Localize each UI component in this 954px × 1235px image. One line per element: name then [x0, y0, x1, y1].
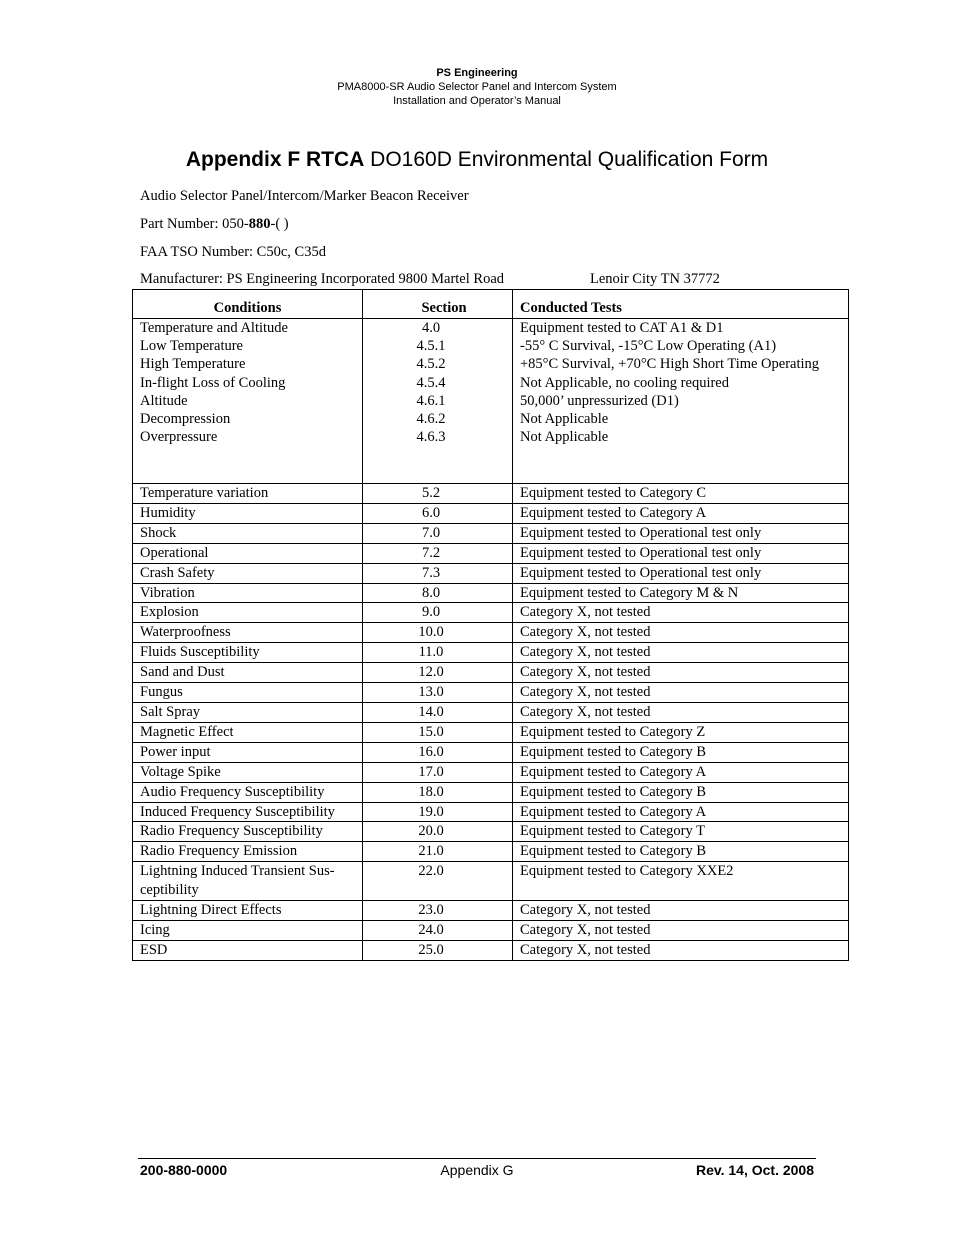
equipment-description: Audio Selector Panel/Intercom/Marker Beacon Receiver [140, 188, 469, 204]
qualification-table [132, 289, 849, 961]
test-cell: Equipment tested to Operational test only [513, 563, 849, 583]
group-line: 4.0 [421, 320, 441, 336]
condition-cell: ESD [133, 940, 363, 960]
condition-cell: Temperature variation [133, 484, 363, 504]
header-conducted-tests: Conducted Tests [513, 290, 849, 319]
part-bold: 880 [248, 216, 271, 232]
header-section: Section [363, 290, 513, 319]
test-cell: Category X, not tested [513, 940, 849, 960]
test-cell: Category X, not tested [513, 643, 849, 663]
table-row [133, 503, 849, 523]
group-line: 4.5.4 [416, 374, 446, 391]
group-line: 4.6.1 [416, 392, 446, 409]
footer-appendix: Appendix G [440, 1162, 514, 1178]
page-title [0, 146, 954, 174]
section-cell: 7.0 [363, 523, 513, 543]
group-line: In-flight Loss of Cooling [140, 374, 286, 391]
table-row [133, 822, 849, 842]
group-line: 4.5.1 [416, 338, 446, 355]
condition-cell: Fungus [133, 683, 363, 703]
table-header-row [133, 290, 849, 319]
group-line: Equipment tested to CAT A1 & D1 [520, 320, 724, 336]
group-line: Altitude [140, 392, 188, 409]
group-conditions [133, 319, 363, 484]
section-cell: 8.0 [363, 583, 513, 603]
group-line: 4.6.2 [416, 411, 446, 428]
condition-cell: Radio Frequency Susceptibility [133, 822, 363, 842]
test-cell: Category X, not tested [513, 603, 849, 623]
table-row [133, 842, 849, 862]
group-line: High Temperature [140, 356, 246, 373]
table-row [133, 722, 849, 742]
title-rest: DO160D Environmental Qualification Form [364, 148, 769, 171]
condition-cell: Audio Frequency Susceptibility [133, 782, 363, 802]
condition-cell: Operational [133, 543, 363, 563]
test-cell: Equipment tested to Category C [513, 484, 849, 504]
test-cell: Equipment tested to Category B [513, 742, 849, 762]
section-cell: 14.0 [363, 702, 513, 722]
test-cell: Equipment tested to Category A [513, 503, 849, 523]
condition-cell: Humidity [133, 503, 363, 523]
table-row [133, 643, 849, 663]
section-cell: 16.0 [363, 742, 513, 762]
condition-cell: Shock [133, 523, 363, 543]
section-cell: 24.0 [363, 920, 513, 940]
table-row [133, 782, 849, 802]
temperature-altitude-group [133, 319, 849, 484]
section-cell: 20.0 [363, 822, 513, 842]
condition-cell: Waterproofness [133, 623, 363, 643]
header-company: PS Engineering [436, 67, 518, 79]
group-line: -55° C Survival, -15°C Low Operating (A1) [520, 338, 777, 355]
table-row [133, 523, 849, 543]
group-line: Temperature and Altitude [140, 320, 288, 336]
manufacturer: Manufacturer: PS Engineering Incorporated 9800 Martel Road [140, 271, 505, 287]
section-cell: 13.0 [363, 683, 513, 703]
condition-cell: Power input [133, 742, 363, 762]
test-cell: Equipment tested to Category Z [513, 722, 849, 742]
condition-cell: Magnetic Effect [133, 722, 363, 742]
table-row [133, 901, 849, 921]
group-line: Low Temperature [140, 338, 243, 355]
section-cell: 23.0 [363, 901, 513, 921]
table-row [133, 742, 849, 762]
header-conditions: Conditions [133, 290, 363, 319]
header-manual: Installation and Operator’s Manual [393, 95, 561, 107]
condition-cell: Lightning Direct Effects [133, 901, 363, 921]
section-cell: 22.0 [363, 862, 513, 901]
condition-cell: Radio Frequency Emission [133, 842, 363, 862]
tso-number: FAA TSO Number: C50c, C35d [140, 244, 326, 260]
test-cell: Equipment tested to Category XXE2 [513, 862, 849, 901]
group-tests [513, 319, 849, 484]
section-cell: 19.0 [363, 802, 513, 822]
section-cell: 17.0 [363, 762, 513, 782]
section-cell: 25.0 [363, 940, 513, 960]
test-cell: Category X, not tested [513, 920, 849, 940]
table-row [133, 683, 849, 703]
section-cell: 15.0 [363, 722, 513, 742]
table-row [133, 603, 849, 623]
group-line: Not Applicable [520, 429, 609, 446]
part-suffix: -( ) [270, 216, 289, 232]
section-cell: 10.0 [363, 623, 513, 643]
section-cell: 6.0 [363, 503, 513, 523]
table-body [133, 319, 849, 961]
title-bold: Appendix F RTCA [185, 148, 365, 171]
table-row [133, 862, 849, 901]
test-cell: Equipment tested to Category B [513, 842, 849, 862]
table-row [133, 583, 849, 603]
test-cell: Equipment tested to Category T [513, 822, 849, 842]
test-cell: Equipment tested to Category B [513, 782, 849, 802]
condition-cell: Sand and Dust [133, 663, 363, 683]
table-row [133, 762, 849, 782]
group-line: Not Applicable, no cooling required [520, 374, 729, 391]
group-line: 4.6.3 [416, 429, 446, 446]
group-line: Decompression [140, 411, 231, 428]
group-line: +85°C Survival, +70°C High Short Time Operating [520, 356, 820, 373]
section-cell: 18.0 [363, 782, 513, 802]
test-cell: Equipment tested to Operational test only [513, 543, 849, 563]
footer-doc-number: 200-880-0000 [140, 1162, 228, 1178]
test-cell: Equipment tested to Category M & N [513, 583, 849, 603]
section-cell: 11.0 [363, 643, 513, 663]
group-line: 4.5.2 [416, 356, 446, 373]
part-number [140, 215, 289, 233]
condition-cell: Vibration [133, 583, 363, 603]
test-cell: Equipment tested to Category A [513, 762, 849, 782]
group-line: Not Applicable [520, 411, 609, 428]
test-cell: Category X, not tested [513, 702, 849, 722]
table-row [133, 563, 849, 583]
table-row [133, 702, 849, 722]
condition-cell: Crash Safety [133, 563, 363, 583]
table-row [133, 623, 849, 643]
condition-cell: Induced Frequency Susceptibility [133, 802, 363, 822]
section-cell: 5.2 [363, 484, 513, 504]
group-sections [363, 319, 513, 484]
condition-cell: Lightning Induced Transient Sus- ceptibility [133, 862, 363, 901]
table-row [133, 920, 849, 940]
condition-cell: Salt Spray [133, 702, 363, 722]
condition-cell: Explosion [133, 603, 363, 623]
part-label: Part Number: 050- [140, 216, 249, 232]
test-cell: Equipment tested to Operational test only [513, 523, 849, 543]
section-cell: 7.3 [363, 563, 513, 583]
section-cell: 7.2 [363, 543, 513, 563]
table-row [133, 940, 849, 960]
table-row [133, 484, 849, 504]
section-cell: 21.0 [363, 842, 513, 862]
section-cell: 12.0 [363, 663, 513, 683]
test-cell: Category X, not tested [513, 623, 849, 643]
section-cell: 9.0 [363, 603, 513, 623]
test-cell: Category X, not tested [513, 663, 849, 683]
test-cell: Category X, not tested [513, 901, 849, 921]
footer-divider [138, 1158, 816, 1159]
manufacturer-city: Lenoir City TN 37772 [590, 271, 720, 287]
test-cell: Equipment tested to Category A [513, 802, 849, 822]
group-line: 50,000’ unpressurized (D1) [520, 392, 679, 409]
group-line: Overpressure [140, 429, 218, 446]
condition-cell: Icing [133, 920, 363, 940]
table-row [133, 802, 849, 822]
condition-cell: Fluids Susceptibility [133, 643, 363, 663]
table-row [133, 543, 849, 563]
table-row [133, 663, 849, 683]
footer-revision: Rev. 14, Oct. 2008 [695, 1162, 814, 1178]
manufacturer-line [140, 270, 720, 288]
test-cell: Category X, not tested [513, 683, 849, 703]
header-product: PMA8000-SR Audio Selector Panel and Intercom System [337, 81, 617, 93]
condition-cell: Voltage Spike [133, 762, 363, 782]
